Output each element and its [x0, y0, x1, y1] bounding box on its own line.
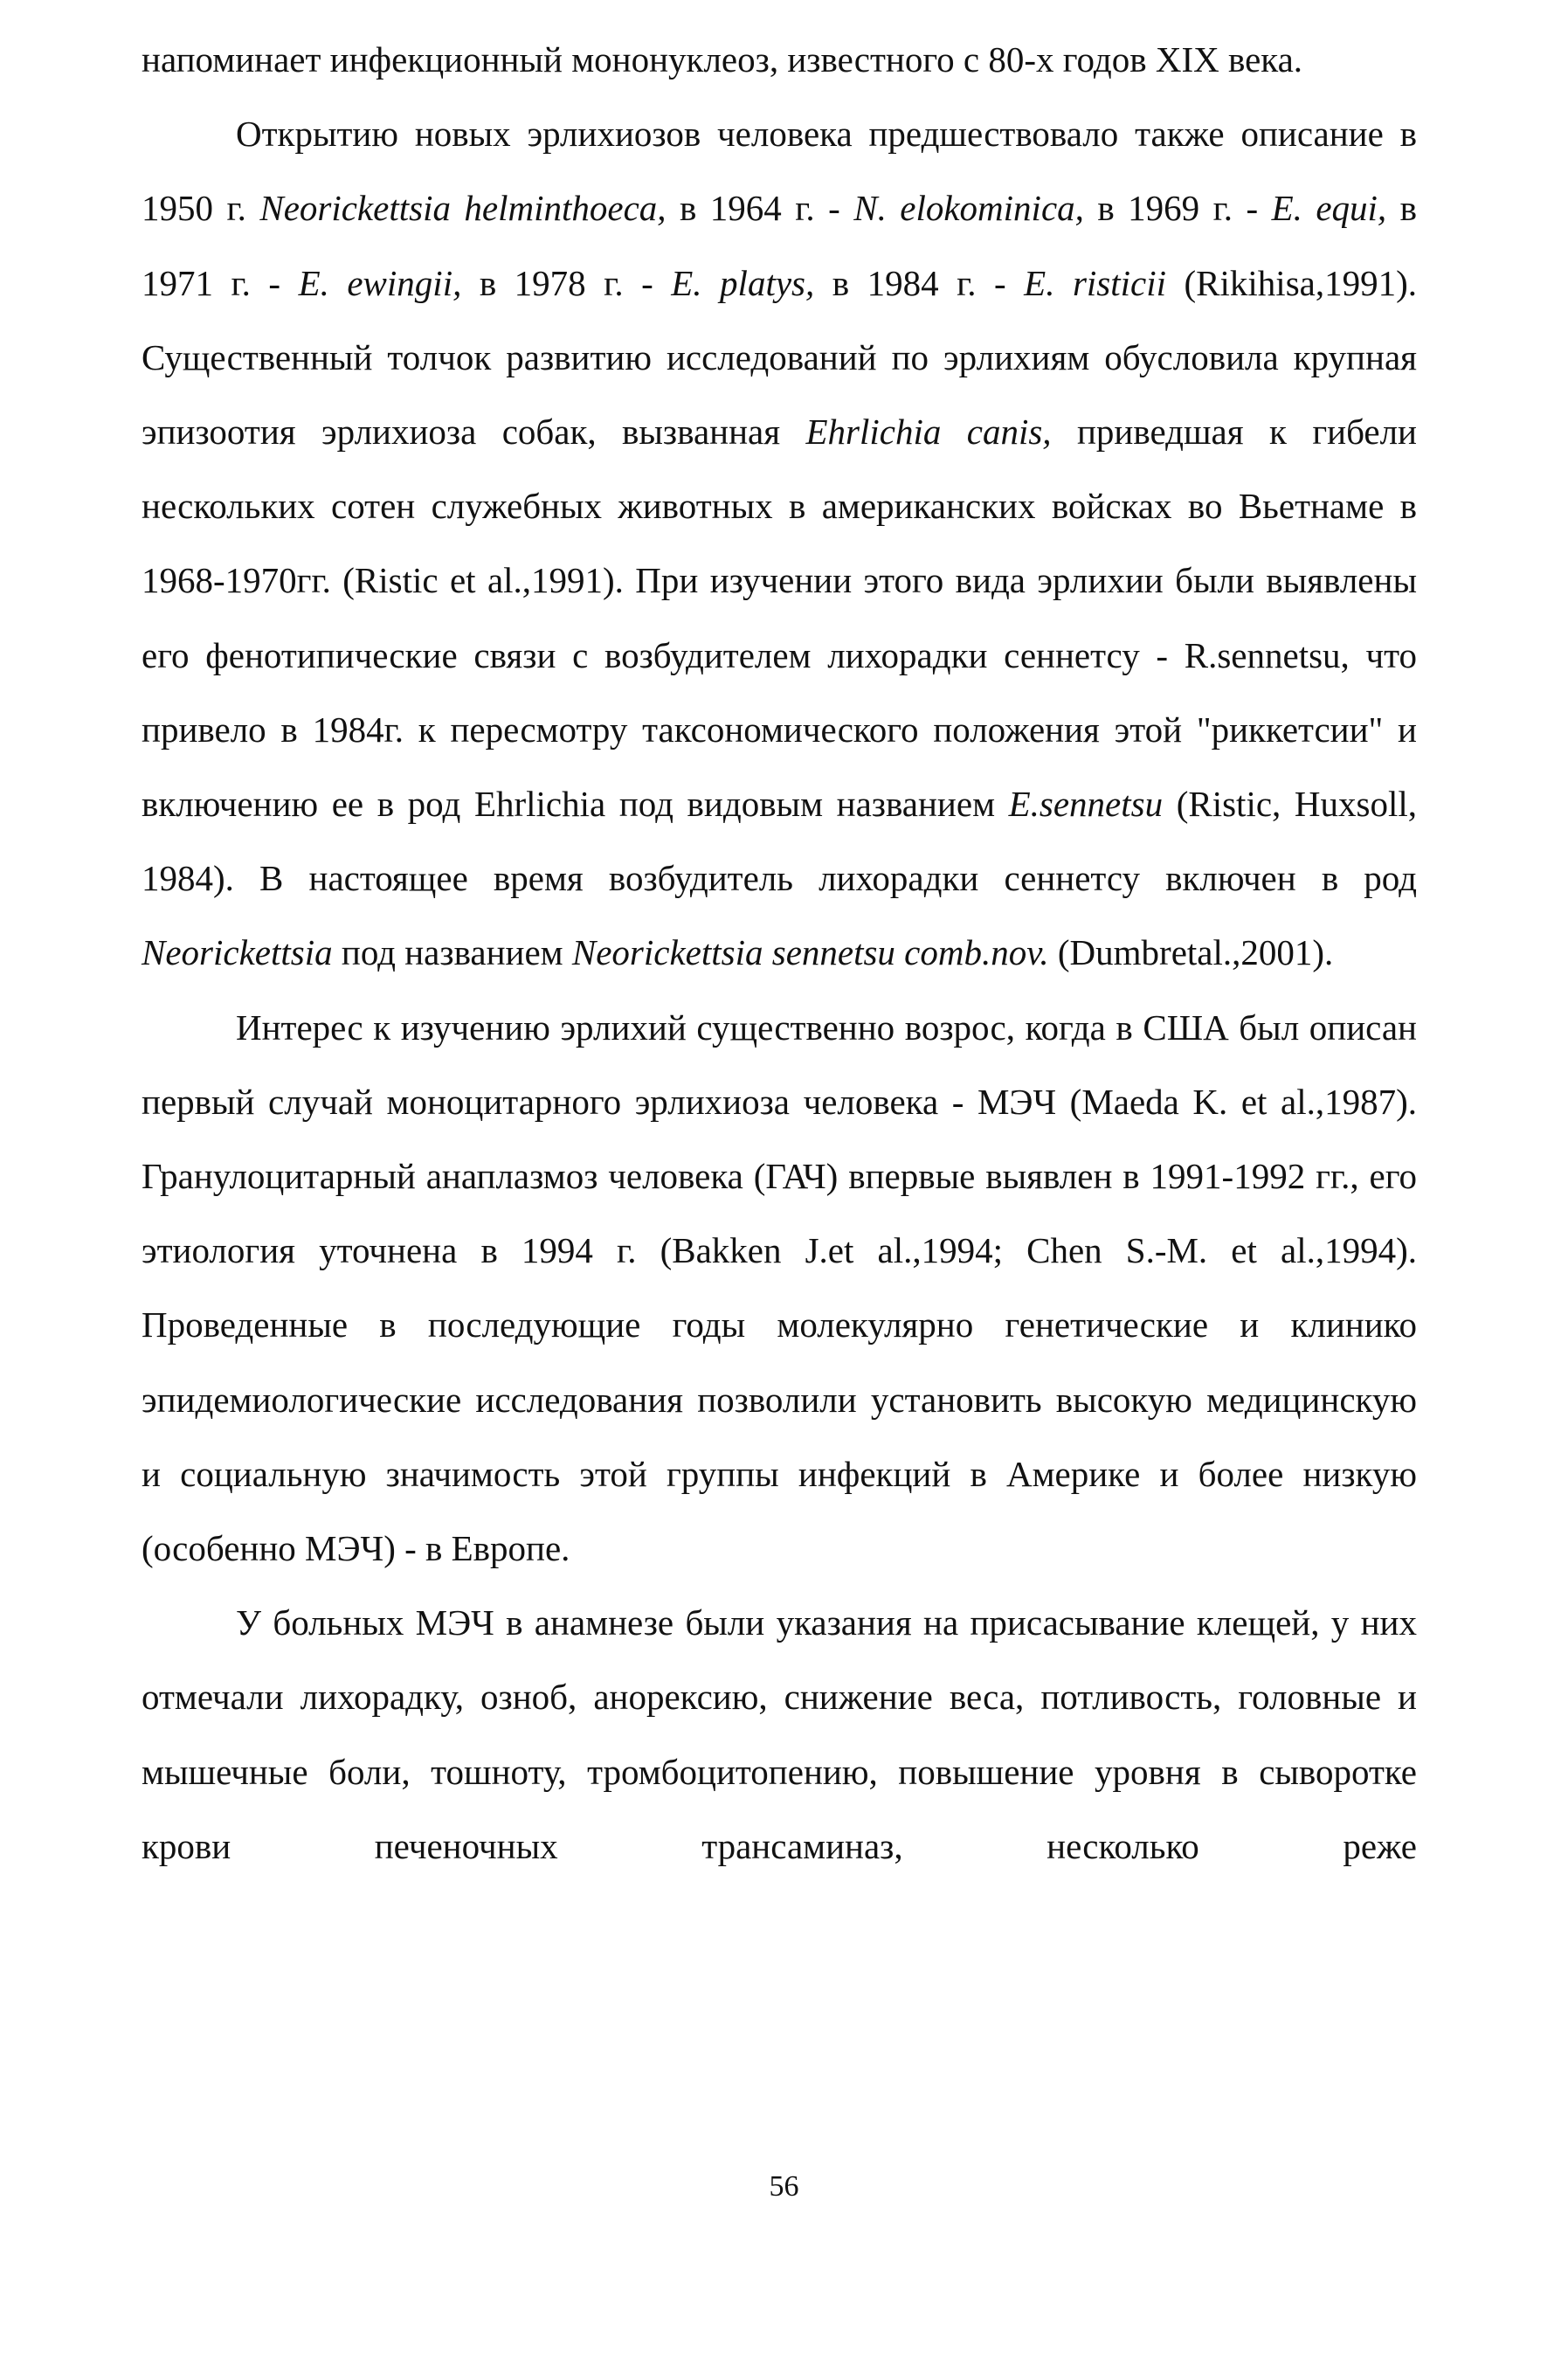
body-text: [142, 23, 1417, 1884]
paragraph-3: [142, 991, 1417, 1587]
text-run: в 1984 г. -: [814, 262, 1025, 303]
text-run: под названием: [332, 932, 572, 973]
text-run: в 1964 г. -: [666, 188, 854, 229]
species-name: E. ewingii,: [298, 262, 462, 303]
species-name: Ehrlichia canis,: [805, 412, 1052, 453]
genus-name: Neorickettsia: [142, 932, 333, 973]
paragraph-2: [142, 97, 1417, 990]
text-run: в 1971 г. -: [142, 188, 1417, 303]
paragraph-1: [142, 23, 1417, 97]
text-run: Открытию новых эрлихиозов человека предшествовало также описание в 1950 г.: [142, 114, 1417, 229]
text-run: в 1969 г. -: [1083, 188, 1272, 229]
species-name: Neorickettsia helminthoeca,: [259, 188, 667, 229]
page-number: 56: [769, 2170, 799, 2203]
paragraph-1-text: напоминает инфекционный мононуклеоз, известного с 80-х годов XIX века.: [142, 39, 1303, 80]
species-name: E. equi,: [1271, 188, 1387, 229]
species-name: E. risticii: [1024, 262, 1167, 303]
text-run: (Rikihisa,1991). Существенный толчок развитию исследований по эрлихиям обусловила крупная эпизоотия эрлихиоза собак, вызванная: [142, 262, 1418, 453]
text-run: (Dumbretal.,2001).: [1048, 932, 1334, 973]
text-run: приведшая к гибели нескольких сотен служебных животных в американских войсках во Вьетнаме в 1968-1970гг. (Ristic et al.,1991). При изучении этого вида эрлихии были выявлены его фенотипические связи с возбудителем лихорадки сеннетсу - R.sennetsu, что привело в 1984г. к пересмотру таксономического положения этой "риккетсии" и включению ее в род Ehrlichia под видовым названием: [142, 412, 1417, 825]
species-name: Neorickettsia sennetsu comb.nov.: [571, 932, 1049, 973]
paragraph-4-text: У больных МЭЧ в анамнезе были указания на присасывание клещей, у них отмечали лихорадку, озноб, анорексию, снижение веса, потливость, головные и мышечные боли, тошноту, тромбоцитопению, повышение уровня в сыворотке крови печеночных трансаминаз, несколько реже: [142, 1602, 1417, 1866]
text-run: (Ristic, Huxsoll, 1984). В настоящее время возбудитель лихорадки сеннетсу включен в род: [142, 784, 1417, 899]
species-name: E. platys,: [671, 262, 815, 303]
paragraph-3-text: Интерес к изучению эрлихий существенно возрос, когда в США был описан первый случай моноцитарного эрлихиоза человека - МЭЧ (Maeda K. et al.,1987). Гранулоцитарный анаплазмоз человека (ГАЧ) впервые выявлен в 1991-1992 гг., его этиология уточнена в 1994 г. (Bakken J.et al.,1994; Chen S.-M. et al.,1994). Проведенные в последующие годы молекулярно генетические и клинико эпидемиологические исследования позволили установить высокую медицинскую и социальную значимость этой группы инфекций в Америке и более низкую (особенно МЭЧ) - в Европе.: [142, 1007, 1417, 1569]
species-name: N. elokominica,: [853, 188, 1084, 229]
species-name: E.sennetsu: [1008, 784, 1164, 825]
paragraph-4: [142, 1586, 1417, 1884]
text-run: в 1978 г. -: [461, 262, 672, 303]
